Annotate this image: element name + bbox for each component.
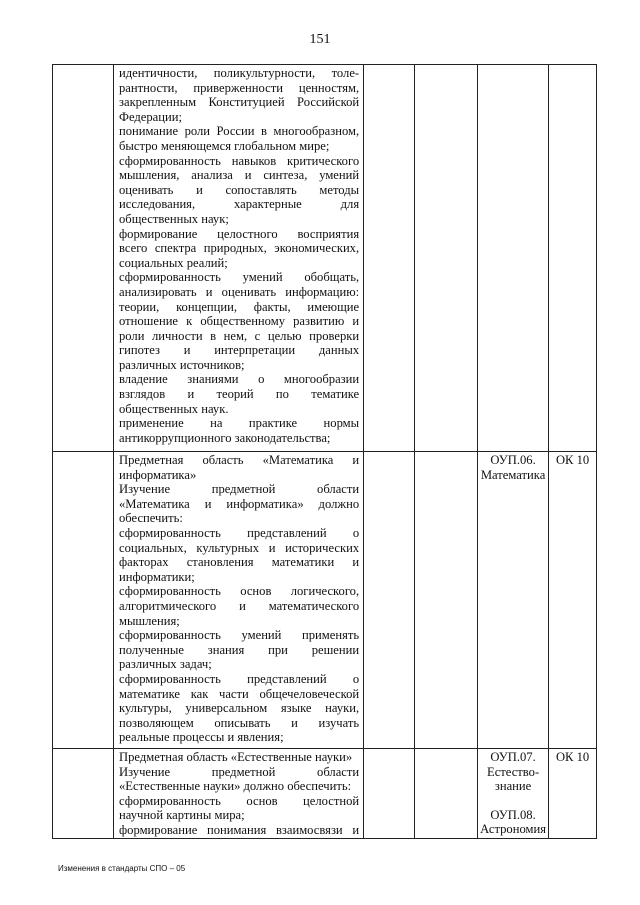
requirement-line: формирование понимания взаимосвязи и: [119, 822, 360, 837]
requirement-line: владение знаниями о многообразии: [119, 372, 360, 387]
table-row: [53, 452, 597, 749]
requirement-line: полученные знания при решении: [119, 642, 360, 657]
requirements-cell: [114, 65, 364, 452]
discipline-text: ОУП.07.: [490, 750, 536, 764]
requirement-line: взглядов и теорий по тематике: [119, 387, 360, 402]
requirement-line: закрепленным Конституцией Российской: [119, 95, 360, 110]
discipline-text: ОУП.08.: [490, 807, 536, 822]
requirement-line: реальные процессы и явления;: [119, 730, 284, 745]
requirement-line: исследования, характерные для: [119, 197, 360, 212]
requirement-line: формирование целостного восприятия: [119, 226, 360, 241]
requirement-line: сформированность умений применять: [119, 628, 360, 643]
requirement-line: оценивать и сопоставлять методы: [119, 182, 360, 197]
requirement-line: математике как части общечеловеческой: [119, 686, 360, 701]
empty-cell: [364, 452, 415, 749]
requirement-line: роли личности в нем, с целью проверки: [119, 328, 360, 343]
requirement-line: теории, концепции, факты, имеющие: [119, 299, 360, 314]
requirement-line: общественных наук.: [119, 401, 229, 416]
requirement-line: гипотез и интерпретации данных: [119, 343, 360, 358]
requirement-line: анализировать и оценивать информацию:: [119, 284, 360, 299]
discipline-cell: [477, 452, 548, 749]
requirement-line: сформированность представлений о: [119, 671, 360, 686]
requirement-line: всего спектра природных, экономических,: [119, 241, 360, 256]
empty-cell: [364, 65, 415, 452]
competence-cell: ОК 10: [549, 452, 597, 749]
requirement-line: информатики;: [119, 569, 195, 584]
requirement-line: отношение к общественному развитию и: [119, 314, 360, 329]
discipline-text: ОУП.06.: [490, 453, 536, 467]
discipline-cell: [477, 749, 548, 839]
discipline-text: Астрономия: [480, 822, 547, 837]
requirement-line: понимание роли России в многообразном,: [119, 124, 360, 139]
requirement-line: социальных реалий;: [119, 255, 228, 270]
requirement-line: факторах становления математики и: [119, 555, 360, 570]
empty-cell: [53, 65, 114, 452]
requirement-line: сформированность навыков критического: [119, 153, 360, 168]
empty-cell: [364, 749, 415, 839]
standards-table: [52, 64, 597, 839]
discipline-text: Математика: [480, 467, 546, 482]
requirements-cell: [114, 749, 364, 839]
requirement-line: сформированность умений обобщать,: [119, 270, 360, 285]
discipline-cell: [477, 65, 548, 452]
page-number: 151: [309, 32, 331, 47]
requirement-line: научной картины мира;: [119, 808, 245, 823]
requirement-line: алгоритмического и математического: [119, 598, 360, 613]
requirement-line: рантности, приверженности ценностям,: [119, 80, 360, 95]
requirement-line: Предметная область «Математика и: [119, 453, 360, 467]
requirement-line: Федерации;: [119, 109, 182, 124]
requirement-line: применение на практике нормы: [119, 416, 360, 431]
footer-note: Изменения в стандарты СПО – 05: [58, 864, 186, 873]
requirement-line: социальных, культурных и исторических: [119, 540, 360, 555]
requirement-line: информатика»: [119, 467, 197, 482]
requirement-line: быстро меняющемся глобальном мире;: [119, 138, 330, 153]
discipline-text: знание: [494, 779, 532, 794]
competence-cell: ОК 10: [549, 749, 597, 839]
requirement-line: культуры, универсальном языке науки,: [119, 701, 360, 716]
requirement-line: Изучение предметной области: [119, 482, 360, 497]
requirement-line: сформированность представлений о: [119, 525, 360, 540]
empty-cell: [414, 452, 477, 749]
requirement-line: различных источников;: [119, 357, 245, 372]
table-row: [53, 65, 597, 452]
discipline-text: [478, 794, 548, 808]
requirement-line: общественных наук;: [119, 211, 229, 226]
requirement-line: мышления, анализа и синтеза, умений: [119, 168, 360, 183]
empty-cell: [53, 749, 114, 839]
requirement-line: Предметная область «Естественные науки»: [119, 750, 353, 764]
requirement-line: сформированность основ целостной: [119, 793, 360, 808]
competence-cell: [549, 65, 597, 452]
requirement-line: «Математика и информатика» должно: [119, 496, 360, 511]
empty-cell: [414, 65, 477, 452]
empty-cell: [53, 452, 114, 749]
requirement-line: идентичности, поликультурности, толе-: [119, 66, 360, 80]
empty-cell: [414, 749, 477, 839]
table-row: [53, 749, 597, 839]
requirement-line: различных задач;: [119, 657, 212, 672]
discipline-text: Естество-: [487, 764, 540, 779]
requirement-line: обеспечить:: [119, 511, 183, 526]
requirement-line: позволяющем описывать и изучать: [119, 715, 360, 730]
requirement-line: Изучение предметной области: [119, 764, 360, 779]
requirement-line: мышления;: [119, 613, 180, 628]
requirement-line: сформированность основ логического,: [119, 584, 360, 599]
requirement-line: антикоррупционного законодательства;: [119, 430, 331, 445]
requirement-line: «Естественные науки» должно обеспечить:: [119, 779, 352, 794]
requirements-cell: [114, 452, 364, 749]
